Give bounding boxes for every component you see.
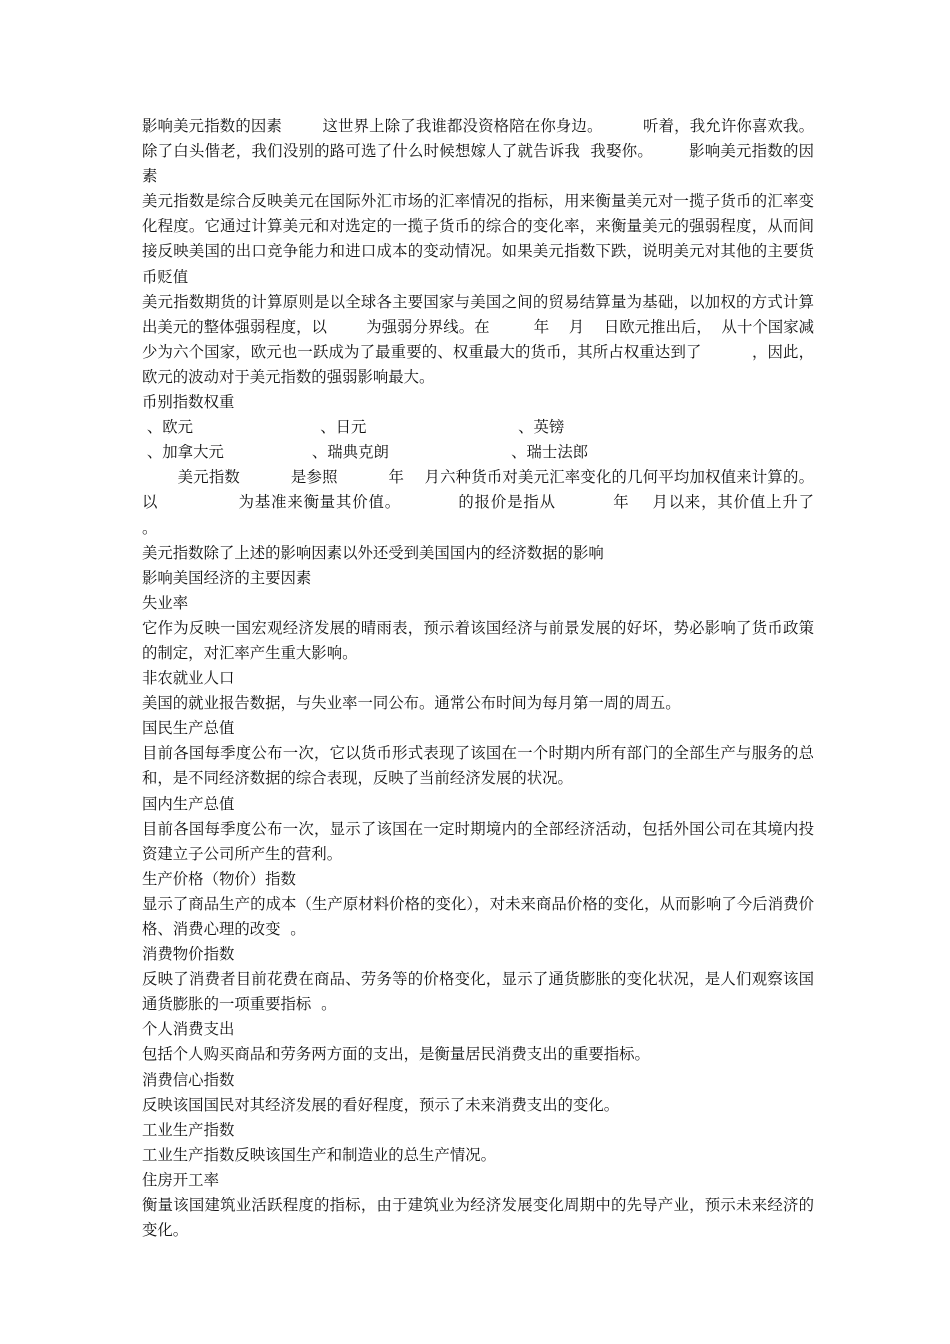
currency-weights-row-1: 、欧元 、日元 、英镑 xyxy=(142,418,565,437)
text-nonfarm-payrolls: 美国的就业报告数据，与失业率一同公布。通常公布时间为每月第一周的周五。 xyxy=(142,694,681,713)
text-ppi: 显示了商品生产的成本（生产原材料价格的变化），对未来商品价格的变化，从而影响了今后消费价格、消费心理的改变 。 xyxy=(142,894,814,938)
intro-paragraph: 影响美元指数的因素 这世界上除了我谁都没资格陪在你身边。 听着，我允许你喜欢我。除了白头偕老，我们没别的路可选了什么时候想嫁人了就告诉我 我娶你。 影响美元指数的因素 xyxy=(142,117,814,186)
text-pce: 包括个人购买商品和劳务两方面的支出，是衡量居民消费支出的重要指标。 xyxy=(142,1045,650,1064)
text-cpi: 反映了消费者目前花费在商品、劳务等的价格变化，显示了通货膨胀的变化状况，是人们观察该国通货膨胀的一项重要指标 。 xyxy=(142,970,814,1014)
text-industrial-production: 工业生产指数反映该国生产和制造业的总生产情况。 xyxy=(142,1145,496,1164)
heading-pce: 个人消费支出 xyxy=(142,1020,235,1039)
heading-unemployment-rate: 失业率 xyxy=(142,593,189,612)
domestic-data-note: 美元指数除了上述的影响因素以外还受到美国国内的经济数据的影响 xyxy=(142,543,604,562)
currency-weights-heading: 币别指数权重 xyxy=(142,393,235,412)
dollar-index-basis-paragraph: 美元指数 是参照 年 月六种货币对美元汇率变化的几何平均加权值来计算的。以 为基准来衡量其价值。 的报价是指从 年 月以来，其价值上升了 。 xyxy=(142,468,863,537)
heading-nonfarm-payrolls: 非农就业人口 xyxy=(142,669,235,688)
text-consumer-confidence: 反映该国国民对其经济发展的看好程度，预示了未来消费支出的变化。 xyxy=(142,1095,620,1114)
heading-ppi: 生产价格（物价）指数 xyxy=(142,869,296,888)
text-housing-starts: 衡量该国建筑业活跃程度的指标，由于建筑业为经济发展变化周期中的先导产业，预示未来经济的变化。 xyxy=(142,1196,814,1240)
heading-gdp: 国内生产总值 xyxy=(142,794,235,813)
text-gnp: 目前各国每季度公布一次，它以货币形式表现了该国在一个时期内所有部门的全部生产与服务的总和，是不同经济数据的综合表现，反映了当前经济发展的状况。 xyxy=(142,744,814,788)
section-heading-main-factors: 影响美国经济的主要因素 xyxy=(142,568,312,587)
dollar-index-definition: 美元指数是综合反映美元在国际外汇市场的汇率情况的指标，用来衡量美元对一揽子货币的汇率变化程度。它通过计算美元和对选定的一揽子货币的综合的变化率，来衡量美元的强弱程度，从而间接反映美国的出口竞争能力和进口成本的变动情况。如果美元指数下跌，说明美元对其他的主要货币贬值 xyxy=(142,192,814,286)
heading-cpi: 消费物价指数 xyxy=(142,945,235,964)
document-body xyxy=(142,114,863,1243)
heading-consumer-confidence: 消费信心指数 xyxy=(142,1070,235,1089)
heading-industrial-production: 工业生产指数 xyxy=(142,1120,235,1139)
currency-weights-row-2: 、加拿大元 、瑞典克朗 、瑞士法郎 xyxy=(142,443,589,462)
heading-gnp: 国民生产总值 xyxy=(142,719,235,738)
text-unemployment-rate: 它作为反映一国宏观经济发展的晴雨表，预示着该国经济与前景发展的好坏，势必影响了货币政策的制定，对汇率产生重大影响。 xyxy=(142,618,814,662)
text-gdp: 目前各国每季度公布一次，显示了该国在一定时期境内的全部经济活动，包括外国公司在其境内投资建立子公司所产生的营利。 xyxy=(142,819,814,863)
dollar-index-futures-paragraph: 美元指数期货的计算原则是以全球各主要国家与美国之间的贸易结算量为基础，以加权的方式计算出美元的整体强弱程度，以 为强弱分界线。在 年 月 日欧元推出后， 从十个国家减少为六个国家，欧元也一跃成为了最重要的、权重最大的货币，其所占权重达到了 ，因此，欧元的波动对于美元指数的强弱影响最大。 xyxy=(142,292,814,386)
heading-housing-starts: 住房开工率 xyxy=(142,1170,219,1189)
